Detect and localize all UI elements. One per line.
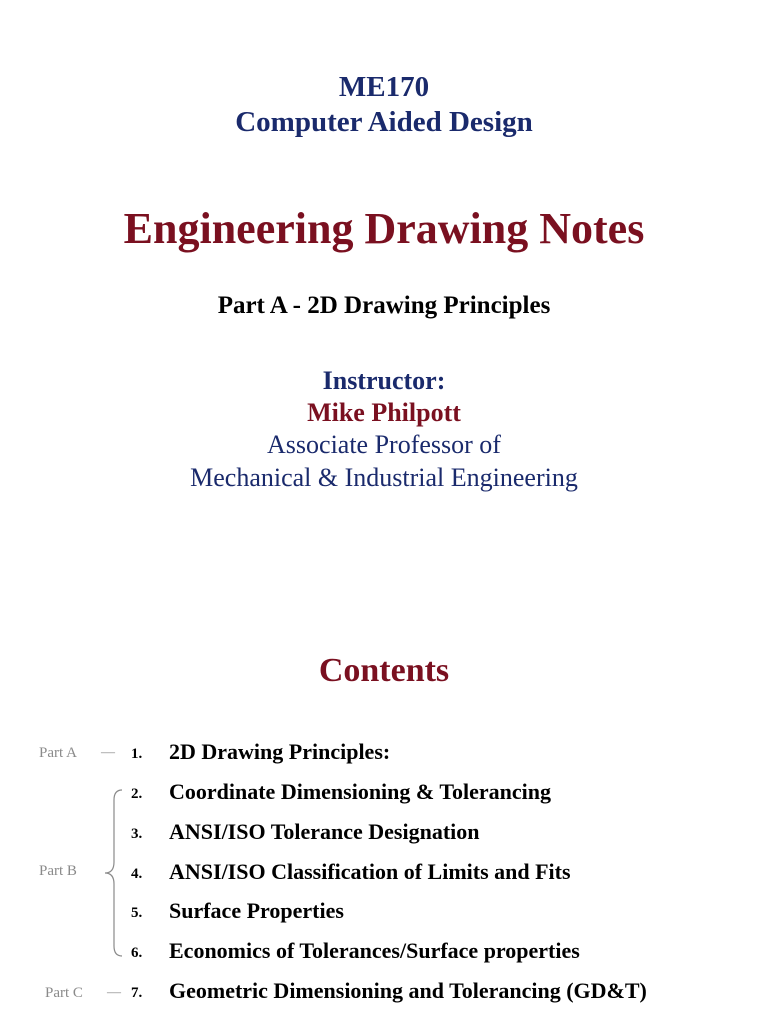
list-item: ANSI/ISO Tolerance Designation xyxy=(169,819,480,844)
instructor-label: Instructor: xyxy=(322,366,446,395)
part-c-label: Part C xyxy=(45,985,83,1001)
list-item: Coordinate Dimensioning & Tolerancing xyxy=(169,779,551,804)
instructor-name: Mike Philpott xyxy=(307,398,461,427)
list-item-number: 6. xyxy=(131,945,143,961)
contents-heading: Contents xyxy=(318,652,450,689)
course-code: ME170 xyxy=(338,71,430,103)
list-item-number: 7. xyxy=(131,985,143,1001)
instructor-title: Associate Professor of xyxy=(267,430,501,459)
list-item-number: 2. xyxy=(131,786,143,802)
part-a-label: Part A xyxy=(39,745,77,761)
list-item-number: 5. xyxy=(131,905,143,921)
part-c-connector: — xyxy=(107,985,121,1000)
list-item: ANSI/ISO Classification of Limits and Fits xyxy=(169,859,571,884)
document-subtitle: Part A - 2D Drawing Principles xyxy=(217,292,551,319)
list-item-number: 3. xyxy=(131,826,143,842)
document-title: Engineering Drawing Notes xyxy=(123,204,645,253)
part-b-label: Part B xyxy=(39,863,77,879)
list-item: Geometric Dimensioning and Tolerancing (GD&T) xyxy=(169,978,647,1003)
list-item: 2D Drawing Principles: xyxy=(169,739,391,764)
part-b-brace xyxy=(102,788,124,958)
list-item-number: 4. xyxy=(131,866,143,882)
list-item: Surface Properties xyxy=(169,898,344,923)
part-a-connector: — xyxy=(101,745,115,760)
list-item-number: 1. xyxy=(131,746,143,762)
course-name: Computer Aided Design xyxy=(235,106,533,138)
instructor-department: Mechanical & Industrial Engineering xyxy=(190,463,578,492)
list-item: Economics of Tolerances/Surface properties xyxy=(169,938,580,963)
